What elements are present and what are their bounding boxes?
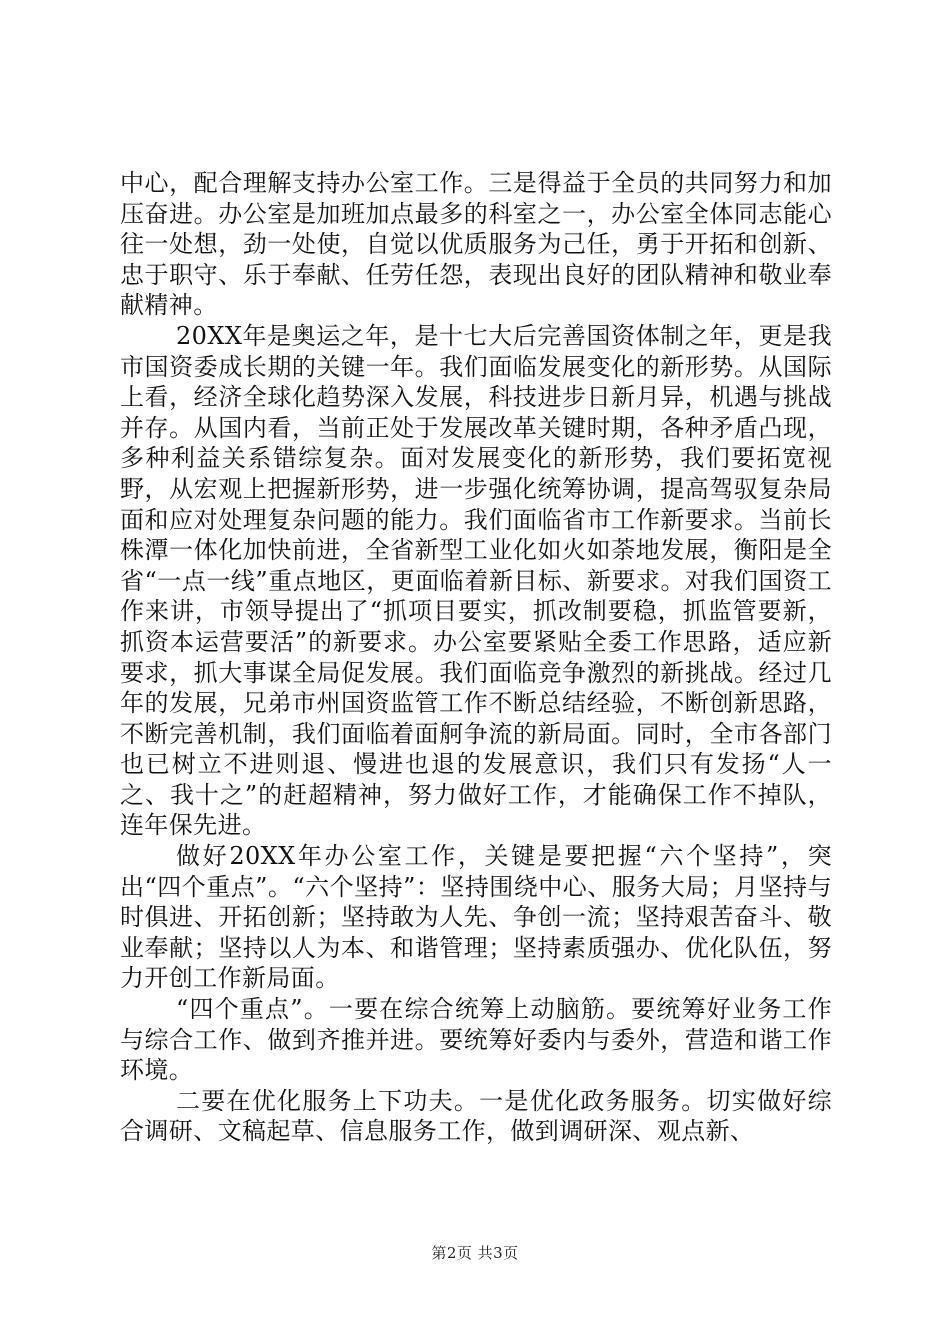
paragraph-2: 20XX年是奥运之年，是十七大后完善国资体制之年，更是我市国资委成长期的关键一年。我们面临发展变化的新形势。从国际上看，经济全球化趋势深入发展，科技进步日新月异，机遇与挑战并存。从国内看，当前正处于发展改革关键时期，各种矛盾凸现，多种利益关系错综复杂。面对发展变化的新形势，我们要拓宽视野，从宏观上把握新形势，进一步强化统筹协调，提高驾驭复杂局面和应对处理复杂问题的能力。我们面临省市工作新要求。当前长株潭一体化加快前进，全省新型工业化如火如荼地发展，衡阳是全省“一点一线”重点地区，更面临着新目标、新要求。对我们国资工作来讲，市领导提出了“抓项目要实，抓改制要稳，抓监管要新，抓资本运营要活”的新要求。办公室要紧贴全委工作思路，适应新要求，抓大事谋全局促发展。我们面临竞争激烈的新挑战。经过几年的发展，兄弟市州国资监管工作不断总结经验，不断创新思路，不断完善机制，我们面临着面舸争流的新局面。同时，全市各部门也已树立不进则退、慢进也退的发展意识，我们只有发扬“人一之、我十之”的赶超精神，努力做好工作，才能确保工作不掉队，连年保先进。	[120, 321, 832, 840]
paragraph-5: 二要在优化服务上下功夫。一是优化政务服务。切实做好综合调研、文稿起草、信息服务工作，做到调研深、观点新、	[120, 1086, 832, 1146]
paragraph-3: 做好20XX年办公室工作，关键是要把握“六个坚持”，突出“四个重点”。“六个坚持”：坚持围绕中心、服务大局；月坚持与时俱进、开拓创新；坚持敢为人先、争创一流；坚持艰苦奋斗、敬业奉献；坚持以人为本、和谐管理；坚持素质强办、优化队伍，努力开创工作新局面。	[120, 842, 832, 993]
paragraph-1: 中心，配合理解支持办公室工作。三是得益于全员的共同努力和加压奋进。办公室是加班加点最多的科室之一，办公室全体同志能心往一处想，劲一处使，自觉以优质服务为己任，勇于开拓和创新、忠于职守、乐于奉献、任劳任怨，表现出良好的团队精神和敬业奉献精神。	[120, 169, 832, 320]
page-footer: 第2页 共3页	[431, 1244, 519, 1262]
document-body	[120, 168, 832, 1147]
paragraph-4: “四个重点”。一要在综合统筹上动脑筋。要统筹好业务工作与综合工作、做到齐推并进。要统筹好委内与委外，营造和谐工作环境。	[120, 995, 832, 1085]
